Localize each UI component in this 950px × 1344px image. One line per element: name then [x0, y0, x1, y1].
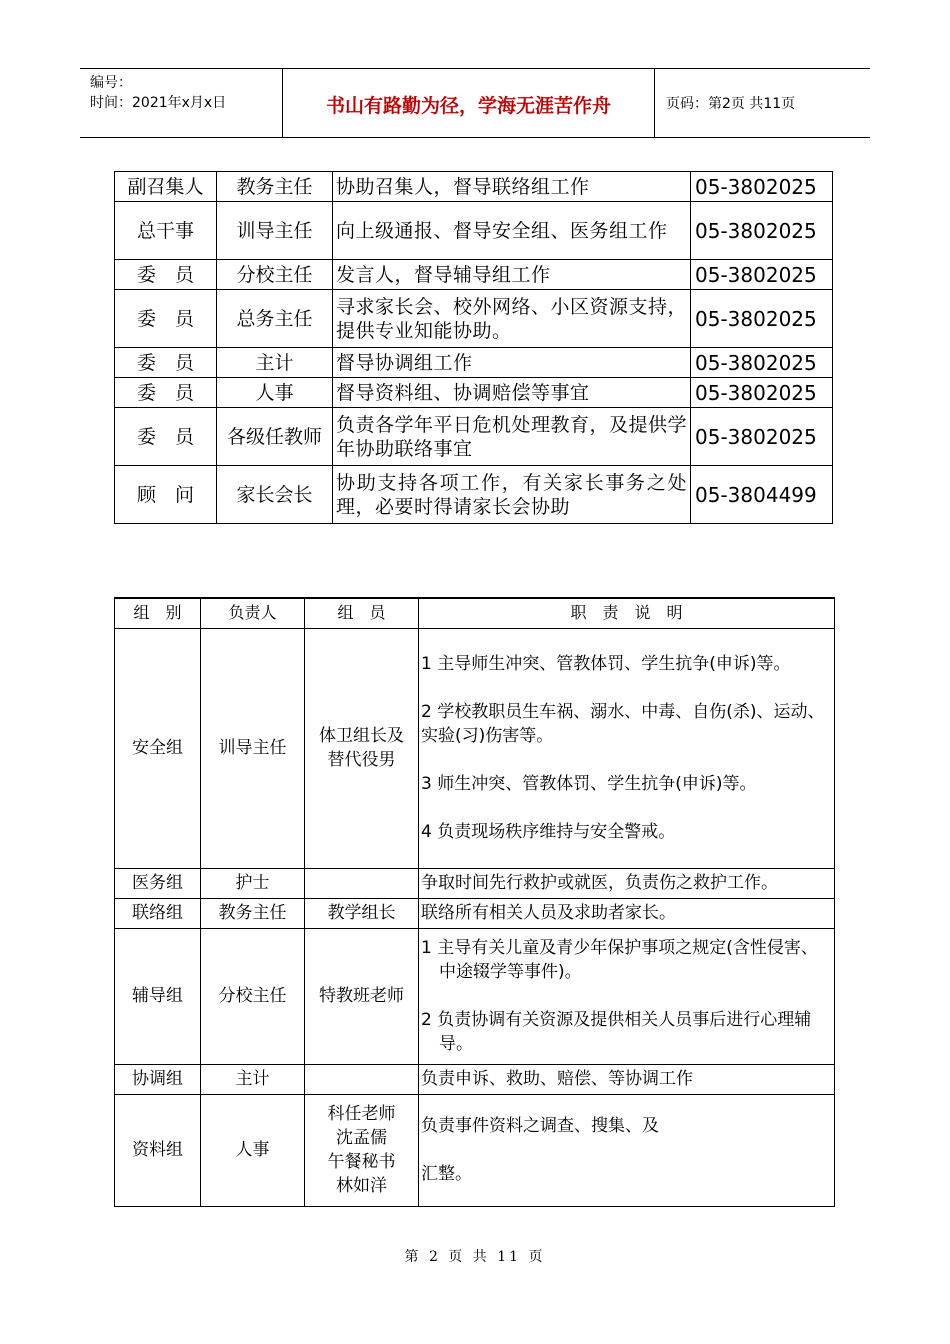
table-row	[115, 1094, 835, 1206]
group-leader: 护士	[201, 868, 305, 898]
member-duty: 发言人，督导辅导组工作	[333, 260, 691, 290]
member-position: 主计	[217, 348, 333, 378]
group-duties	[419, 1094, 835, 1206]
member-title: 委 员	[115, 260, 217, 290]
group-leader: 教务主任	[201, 898, 305, 928]
member-phone: 05-3802025	[691, 260, 833, 290]
table-row	[115, 202, 833, 260]
table-row	[115, 868, 835, 898]
member-phone: 05-3802025	[691, 290, 833, 348]
member-position: 家长会长	[217, 466, 333, 524]
page-header	[80, 68, 870, 138]
duty-item: 争取时间先行救护或就医，负责伤之救护工作。	[421, 873, 778, 893]
member-duty: 寻求家长会、校外网络、小区资源支持，提供专业知能协助。	[333, 290, 691, 348]
member-line: 午餐秘书	[327, 1152, 396, 1172]
member-phone: 05-3802025	[691, 202, 833, 260]
column-header-leader: 负责人	[201, 598, 305, 628]
member-duty: 向上级通报、督导安全组、医务组工作	[333, 202, 691, 260]
table-row	[115, 290, 833, 348]
member-duty: 协助支持各项工作，有关家长事务之处理，必要时得请家长会协助	[333, 466, 691, 524]
member-title: 委 员	[115, 408, 217, 466]
table-row	[115, 378, 833, 408]
member-duty: 督导资料组、协调赔偿等事宜	[333, 378, 691, 408]
number-label: 编号：	[90, 75, 132, 91]
duty-item: 联络所有相关人员及求助者家长。	[421, 903, 676, 923]
groups-table	[114, 597, 835, 1207]
group-duties	[419, 628, 835, 868]
duty-item: 3 师生冲突、管教体罚、学生抗争(申诉)等。	[421, 774, 757, 794]
member-position: 教务主任	[217, 172, 333, 202]
duty-item: 负责申诉、救助、赔偿、等协调工作	[421, 1069, 693, 1089]
group-members: 教学组长	[305, 898, 419, 928]
group-name: 协调组	[115, 1064, 201, 1094]
column-header-group: 组 别	[115, 598, 201, 628]
group-duties	[419, 928, 835, 1064]
member-title: 总干事	[115, 202, 217, 260]
group-members: 体卫组长及替代役男	[305, 628, 419, 868]
member-title: 委 员	[115, 378, 217, 408]
member-line: 林如洋	[336, 1176, 387, 1196]
member-phone: 05-3802025	[691, 378, 833, 408]
member-duty: 协助召集人，督导联络组工作	[333, 172, 691, 202]
group-name: 联络组	[115, 898, 201, 928]
table-row	[115, 260, 833, 290]
duty-item: 4 负责现场秩序维持与安全警戒。	[421, 822, 676, 842]
duty-item: 汇整。	[421, 1164, 472, 1184]
group-leader: 主计	[201, 1064, 305, 1094]
group-leader: 训导主任	[201, 628, 305, 868]
table-row	[115, 1064, 835, 1094]
table-row	[115, 408, 833, 466]
member-title: 委 员	[115, 348, 217, 378]
member-phone: 05-3802025	[691, 172, 833, 202]
page-footer: 第 2 页 共 11 页	[404, 1249, 546, 1265]
member-title: 顾 问	[115, 466, 217, 524]
duty-item: 2 学校教职员生车祸、溺水、中毒、自伤(杀)、运动、实验(习)伤害等。	[421, 702, 825, 746]
member-phone: 05-3802025	[691, 408, 833, 466]
column-header-duties: 职 责 说 明	[419, 598, 835, 628]
group-members: 特教班老师	[305, 928, 419, 1064]
duty-item: 2 负责协调有关资源及提供相关人员事后进行心理辅导。	[421, 1010, 812, 1054]
table-header-row	[115, 598, 835, 628]
group-name: 资料组	[115, 1094, 201, 1206]
group-members	[305, 1064, 419, 1094]
header-meta	[90, 73, 226, 113]
group-duties	[419, 868, 835, 898]
group-duties	[419, 1064, 835, 1094]
header-divider	[654, 69, 655, 137]
table-row	[115, 172, 833, 202]
member-phone: 05-3802025	[691, 348, 833, 378]
member-title: 副召集人	[115, 172, 217, 202]
member-duty: 督导协调组工作	[333, 348, 691, 378]
member-position: 训导主任	[217, 202, 333, 260]
member-phone: 05-3804499	[691, 466, 833, 524]
group-name: 辅导组	[115, 928, 201, 1064]
member-title: 委 员	[115, 290, 217, 348]
member-position: 各级任教师	[217, 408, 333, 466]
group-members	[305, 1094, 419, 1206]
group-leader: 分校主任	[201, 928, 305, 1064]
table-row	[115, 898, 835, 928]
time-label: 时间：2021年x月x日	[90, 95, 227, 111]
member-line: 沈孟儒	[336, 1128, 387, 1148]
group-name: 安全组	[115, 628, 201, 868]
header-page-info: 页码：第2页 共11页	[666, 96, 796, 112]
table-row	[115, 928, 835, 1064]
members-table	[114, 171, 833, 524]
duty-item: 负责事件资料之调查、搜集、及	[421, 1116, 659, 1136]
duty-item: 1 主导有关儿童及青少年保护事项之规定(含性侵害、中途辍学等事件)。	[421, 938, 818, 982]
member-duty: 负责各学年平日危机处理教育，及提供学年协助联络事宜	[333, 408, 691, 466]
duty-item: 1 主导师生冲突、管教体罚、学生抗争(申诉)等。	[421, 654, 791, 674]
group-leader: 人事	[201, 1094, 305, 1206]
table-row	[115, 628, 835, 868]
group-duties	[419, 898, 835, 928]
member-position: 总务主任	[217, 290, 333, 348]
group-name: 医务组	[115, 868, 201, 898]
header-motto: 书山有路勤为径，学海无涯苦作舟	[325, 95, 611, 117]
member-line: 科任老师	[327, 1104, 396, 1124]
member-position: 人事	[217, 378, 333, 408]
group-members	[305, 868, 419, 898]
column-header-members: 组 员	[305, 598, 419, 628]
table-row	[115, 466, 833, 524]
table-row	[115, 348, 833, 378]
member-position: 分校主任	[217, 260, 333, 290]
